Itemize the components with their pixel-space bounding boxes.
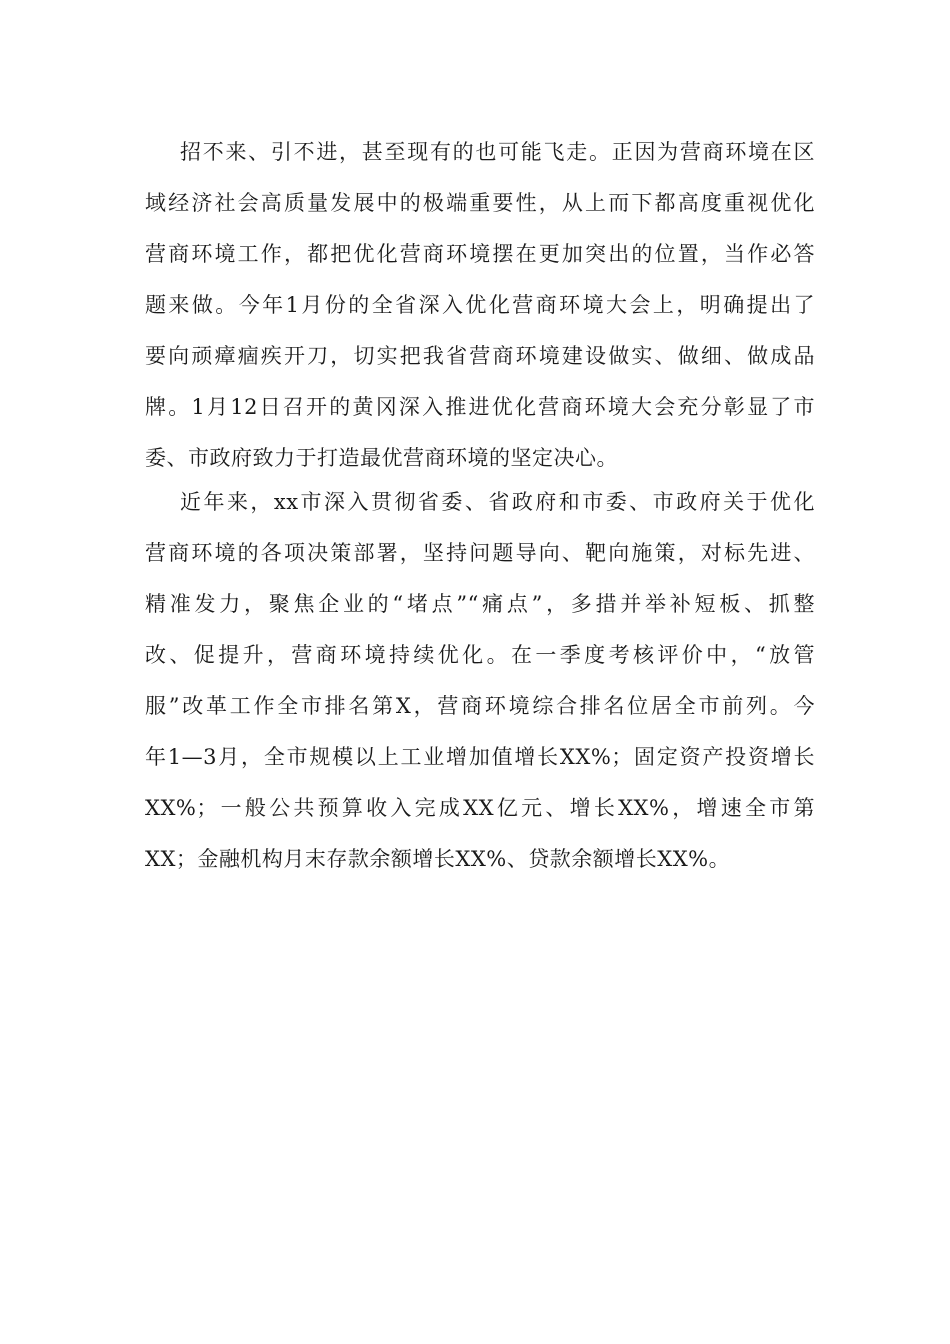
paragraph-line: 题来做。今年1月份的全省深入优化营商环境大会上，明确提出了 <box>145 293 815 317</box>
paragraph-line: 委、市政府致力于打造最优营商环境的坚定决心。 <box>145 446 618 470</box>
paragraph-line: 牌。1月12日召开的黄冈深入推进优化营商环境大会充分彰显了市 <box>145 395 815 419</box>
paragraph-line: 精准发力，聚焦企业的“堵点”“痛点”，多措并举补短板、抓整 <box>145 592 815 616</box>
paragraph-line: 营商环境工作，都把优化营商环境摆在更加突出的位置，当作必答 <box>145 242 815 266</box>
paragraph-line: XX；金融机构月末存款余额增长XX%、贷款余额增长XX%。 <box>145 847 731 871</box>
paragraph-line: 域经济社会高质量发展中的极端重要性，从上而下都高度重视优化 <box>145 191 815 215</box>
paragraph-line: 服”改革工作全市排名第X，营商环境综合排名位居全市前列。今 <box>145 694 815 718</box>
paragraph-line: 招不来、引不进，甚至现有的也可能飞走。正因为营商环境在区 <box>180 140 815 164</box>
paragraph-line: 营商环境的各项决策部署，坚持问题导向、靶向施策，对标先进、 <box>145 541 815 565</box>
paragraph-line: 改、促提升，营商环境持续优化。在一季度考核评价中，“放管 <box>145 643 815 667</box>
paragraph-line: XX%；一般公共预算收入完成XX亿元、增长XX%，增速全市第 <box>145 796 815 820</box>
paragraph-line: 要向顽瘴痼疾开刀，切实把我省营商环境建设做实、做细、做成品 <box>145 344 815 368</box>
paragraph-line: 年1—3月，全市规模以上工业增加值增长XX%；固定资产投资增长 <box>145 745 815 769</box>
paragraph-line: 近年来，xx市深入贯彻省委、省政府和市委、市政府关于优化 <box>180 490 815 514</box>
